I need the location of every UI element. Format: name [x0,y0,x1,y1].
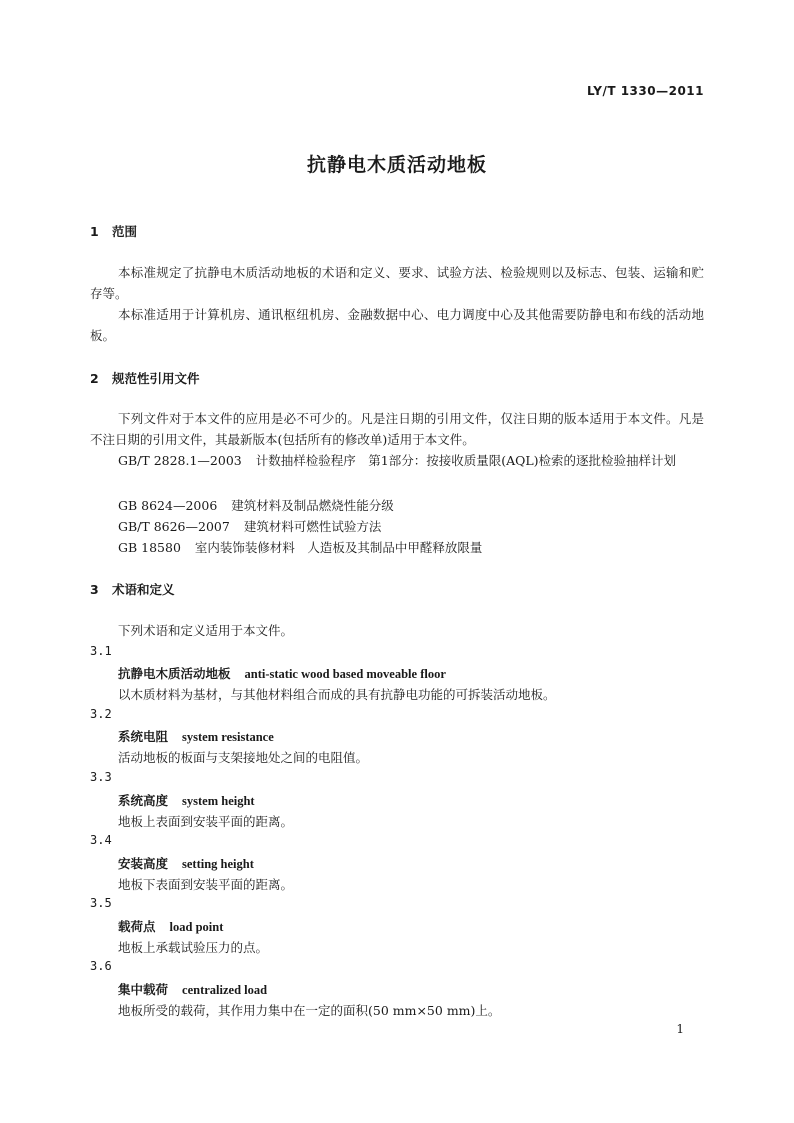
section-heading-scope [90,222,137,240]
reference-title: 建筑材料可燃性试验方法 [243,519,382,534]
section-heading-normative-references [90,369,200,387]
term-definition: 以木质材料为基材，与其他材料组合而成的具有抗静电功能的可拆装活动地板。 [118,687,556,702]
term-chinese: 系统高度 [118,793,169,808]
reference-item [118,517,381,535]
paragraph: 本标准规定了抗静电木质活动地板的术语和定义、要求、试验方法、检验规则以及标志、包装、运输和贮存等。 [90,265,704,301]
document-title: 抗静电木质活动地板 [306,154,487,176]
term-title [118,727,274,745]
reference-code: GB 18580 [118,540,181,555]
term-chinese: 系统电阻 [118,729,169,744]
term-title [118,854,254,872]
term-english: setting height [182,857,254,871]
reference-code: GB/T 2828.1—2003 [118,453,242,468]
reference-title: 室内装饰装修材料 人造板及其制品中甲醛释放限量 [194,540,483,555]
term-number: 3.5 [90,896,112,910]
term-chinese: 安装高度 [118,856,169,871]
reference-title: 计数抽样检验程序 第1部分：按接收质量限(AQL)检索的逐批检验抽样计划 [255,453,677,468]
term-title [118,980,267,998]
section-title: 术语和定义 [112,582,175,597]
term-definition: 地板所受的载荷，其作用力集中在一定的面积(50 mm×50 mm)上。 [118,1003,501,1018]
section-heading-terms-definitions [90,580,175,598]
term-english: system resistance [182,730,274,744]
term-chinese: 载荷点 [118,919,156,934]
section-number: 2 [90,371,99,386]
term-title [118,917,223,935]
term-chinese: 抗静电木质活动地板 [118,666,231,681]
term-number: 3.4 [90,833,112,847]
term-english: centralized load [182,983,268,997]
section-title: 规范性引用文件 [112,371,200,386]
term-chinese: 集中载荷 [118,982,169,997]
reference-item [118,538,482,556]
section-title: 范围 [112,224,138,239]
page-number: 1 [676,1022,684,1036]
term-number: 3.3 [90,770,112,784]
term-number: 3.1 [90,644,112,658]
term-definition: 地板下表面到安装平面的距离。 [118,877,294,892]
term-title [118,664,446,682]
term-english: anti-static wood based moveable floor [244,667,446,681]
section-number: 3 [90,582,99,597]
paragraph: 下列术语和定义适用于本文件。 [118,623,294,638]
paragraph: 本标准适用于计算机房、通讯枢纽机房、金融数据中心、电力调度中心及其他需要防静电和布线的活动地板。 [90,307,704,343]
standard-code: LY/T 1330—2011 [586,84,704,98]
term-english: system height [182,794,255,808]
term-english: load point [169,920,224,934]
term-number: 3.2 [90,707,112,721]
reference-code: GB 8624—2006 [118,498,218,513]
term-definition: 地板上表面到安装平面的距离。 [118,814,294,829]
term-number: 3.6 [90,959,112,973]
reference-title: 建筑材料及制品燃烧性能分级 [231,498,394,513]
reference-item [118,496,394,514]
reference-item [90,450,704,471]
section-number: 1 [90,224,99,239]
reference-code: GB/T 8626—2007 [118,519,230,534]
term-definition: 地板上承载试验压力的点。 [118,940,269,955]
term-definition: 活动地板的板面与支架接地处之间的电阻值。 [118,750,369,765]
paragraph: 下列文件对于本文件的应用是必不可少的。凡是注日期的引用文件，仅注日期的版本适用于本文件。凡是不注日期的引用文件，其最新版本(包括所有的修改单)适用于本文件。 [90,411,704,447]
term-title [118,791,255,809]
